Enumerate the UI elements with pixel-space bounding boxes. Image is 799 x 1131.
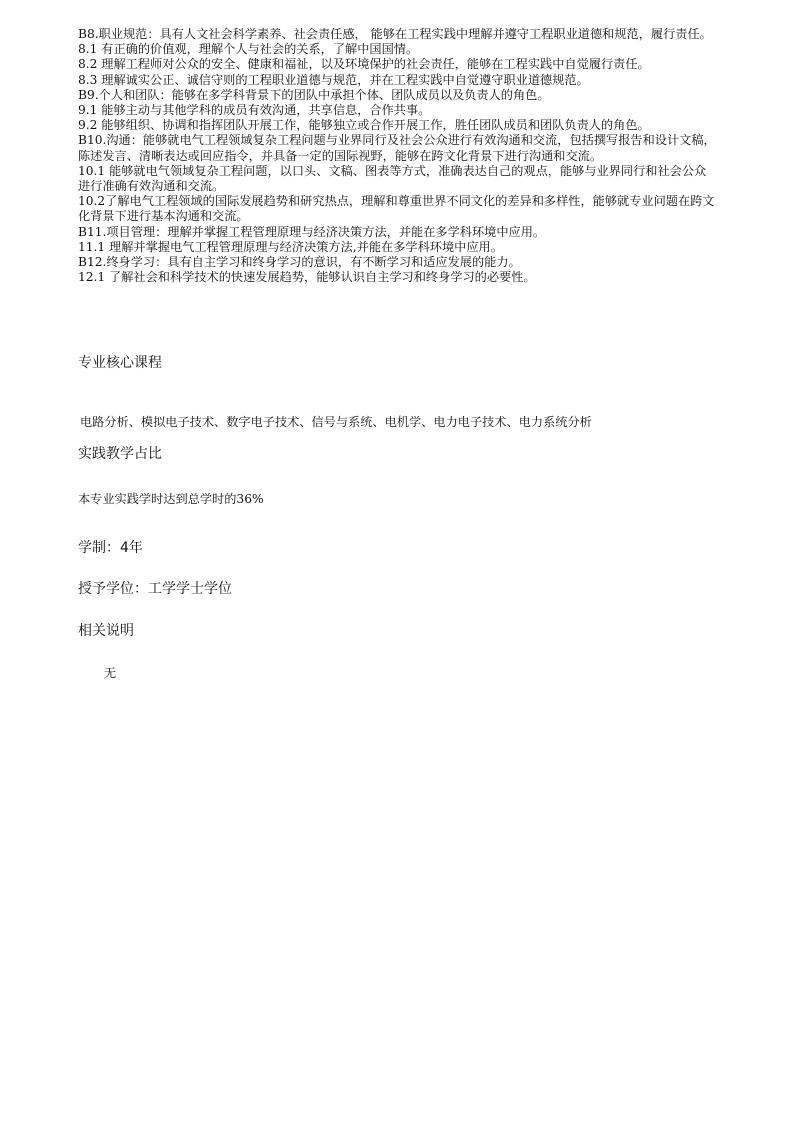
core-courses-body: 电路分析、模拟电子技术、数字电子技术、信号与系统、电机学、电力电子技术、电力系统分析	[80, 415, 592, 429]
graduation-requirements	[78, 27, 718, 285]
requirement-b10: B10.沟通：能够就电气工程领域复杂工程问题与业界同行及社会公众进行有效沟通和交流，包括撰写报告和设计文稿，陈述发言、清晰表达或回应指令，并具备一定的国际视野，能够在跨文化背景下进行沟通和交流。	[78, 133, 716, 163]
requirement-b9: B9.个人和团队：能够在多学科背景下的团队中承担个体、团队成员以及负责人的角色。	[78, 87, 550, 102]
requirement-9-2: 9.2 能够组织、协调和指挥团队开展工作，能够独立或合作开展工作，胜任团队成员和团队负责人的角色。	[78, 118, 650, 133]
core-courses-title: 专业核心课程	[78, 355, 162, 371]
requirement-8-2: 8.2 理解工程师对公众的安全、健康和福祉，以及环境保护的社会责任，能够在工程实践中自觉履行责任。	[78, 57, 650, 72]
notes-title: 相关说明	[78, 623, 134, 639]
requirement-8-1: 8.1 有正确的价值观，理解个人与社会的关系，了解中国国情。	[78, 42, 419, 57]
requirement-10-1: 10.1 能够就电气领域复杂工程问题，以口头、文稿、图表等方式，准确表达自己的观点，能够与业界同行和社会公众进行准确有效沟通和交流。	[78, 163, 707, 194]
requirement-b8: B8.职业规范：具有人文社会科学素养、社会责任感， 能够在工程实践中理解并遵守工程职业道德和规范，履行责任。	[78, 27, 712, 41]
requirement-9-1: 9.1 能够主动与其他学科的成员有效沟通，共享信息，合作共事。	[78, 103, 431, 118]
requirement-10-2: 10.2了解电气工程领域的国际发展趋势和研究热点，理解和尊重世界不同文化的差异和多样性，能够就专业问题在跨文化背景下进行基本沟通和交流。	[78, 194, 715, 224]
requirement-12-1: 12.1 了解社会和科学技术的快速发展趋势，能够认识自主学习和终身学习的必要性。	[78, 270, 536, 285]
requirement-11-1: 11.1 理解并掌握电气工程管理原理与经济决策方法,并能在多学科环境中应用。	[78, 239, 503, 254]
duration-text: 学制：4年	[78, 540, 143, 556]
requirement-b11: B11.项目管理：理解并掌握工程管理原理与经济决策方法，并能在多学科环境中应用。	[78, 224, 546, 239]
requirement-8-3: 8.3 理解诚实公正、诚信守则的工程职业道德与规范，并在工程实践中自觉遵守职业道德规范。	[78, 72, 589, 87]
requirement-b12: B12.终身学习：具有自主学习和终身学习的意识，有不断学习和适应发展的能力。	[78, 255, 521, 270]
practice-ratio-title: 实践教学占比	[78, 446, 162, 462]
practice-ratio-body: 本专业实践学时达到总学时的36%	[78, 492, 264, 506]
notes-body: 无	[104, 666, 117, 680]
degree-text: 授予学位：工学学士学位	[78, 581, 232, 597]
